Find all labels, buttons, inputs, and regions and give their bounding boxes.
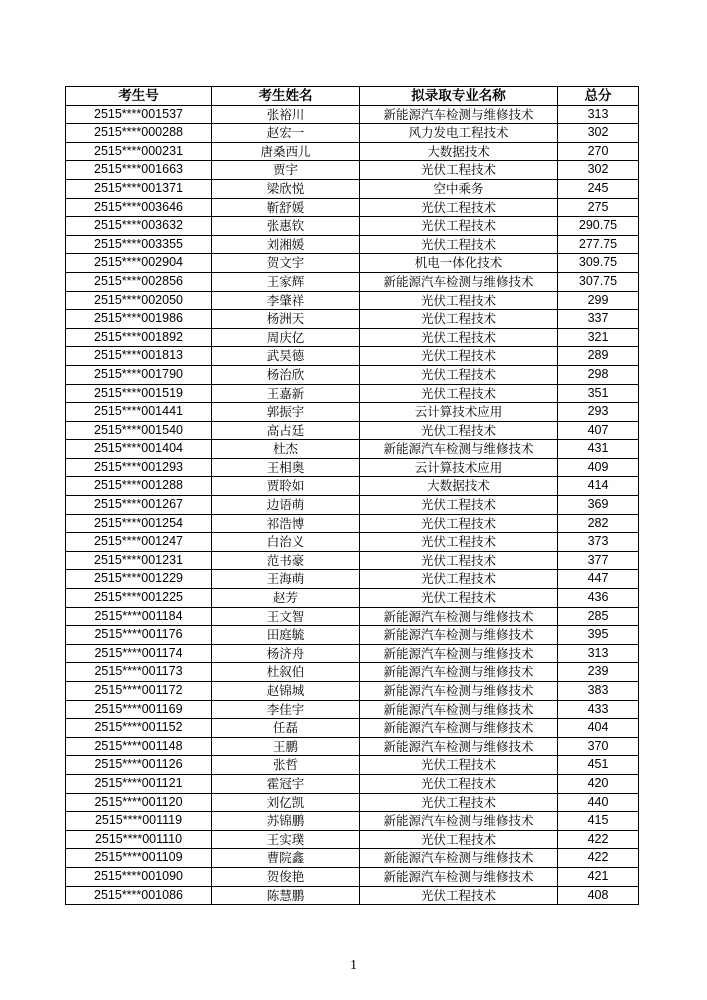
table-row (66, 700, 639, 719)
total-score-cell: 290.75 (558, 217, 639, 236)
table-row (66, 533, 639, 552)
major-cell: 新能源汽车检测与维修技术 (360, 867, 558, 886)
candidate-name-cell: 王家辉 (212, 272, 360, 291)
candidate-name-cell: 张裕川 (212, 105, 360, 124)
major-cell: 光伏工程技术 (360, 161, 558, 180)
table-row (66, 179, 639, 198)
header-major: 拟录取专业名称 (360, 87, 558, 106)
candidate-name-cell: 赵锦城 (212, 682, 360, 701)
total-score-cell: 415 (558, 812, 639, 831)
candidate-id-cell: 2515****001184 (66, 607, 212, 626)
table-row (66, 384, 639, 403)
header-candidate-name: 考生姓名 (212, 87, 360, 106)
table-row (66, 774, 639, 793)
candidate-name-cell: 王嘉新 (212, 384, 360, 403)
major-cell: 光伏工程技术 (360, 496, 558, 515)
table-row (66, 886, 639, 905)
total-score-cell: 422 (558, 830, 639, 849)
candidate-id-cell: 2515****000288 (66, 124, 212, 143)
total-score-cell: 433 (558, 700, 639, 719)
candidate-name-cell: 杨洲天 (212, 310, 360, 329)
table-row (66, 198, 639, 217)
table-body (66, 105, 639, 905)
candidate-name-cell: 贾聆如 (212, 477, 360, 496)
table-row (66, 291, 639, 310)
table-row (66, 756, 639, 775)
candidate-id-cell: 2515****001090 (66, 867, 212, 886)
total-score-cell: 414 (558, 477, 639, 496)
candidate-id-cell: 2515****001254 (66, 514, 212, 533)
major-cell: 新能源汽车检测与维修技术 (360, 700, 558, 719)
total-score-cell: 302 (558, 161, 639, 180)
major-cell: 光伏工程技术 (360, 328, 558, 347)
total-score-cell: 302 (558, 124, 639, 143)
total-score-cell: 289 (558, 347, 639, 366)
total-score-cell: 409 (558, 458, 639, 477)
total-score-cell: 451 (558, 756, 639, 775)
candidate-id-cell: 2515****001267 (66, 496, 212, 515)
candidate-id-cell: 2515****001148 (66, 737, 212, 756)
candidate-id-cell: 2515****001288 (66, 477, 212, 496)
candidate-id-cell: 2515****001540 (66, 421, 212, 440)
candidate-name-cell: 刘亿凯 (212, 793, 360, 812)
total-score-cell: 422 (558, 849, 639, 868)
header-candidate-id: 考生号 (66, 87, 212, 106)
candidate-id-cell: 2515****001225 (66, 589, 212, 608)
table-row (66, 737, 639, 756)
major-cell: 光伏工程技术 (360, 886, 558, 905)
candidate-name-cell: 郭振宇 (212, 403, 360, 422)
candidate-name-cell: 王海萌 (212, 570, 360, 589)
candidate-name-cell: 武昊德 (212, 347, 360, 366)
candidate-id-cell: 2515****003632 (66, 217, 212, 236)
total-score-cell: 270 (558, 142, 639, 161)
candidate-name-cell: 贺文宇 (212, 254, 360, 273)
table-row (66, 328, 639, 347)
table-row (66, 217, 639, 236)
major-cell: 光伏工程技术 (360, 589, 558, 608)
table-row (66, 347, 639, 366)
candidate-name-cell: 赵宏一 (212, 124, 360, 143)
total-score-cell: 440 (558, 793, 639, 812)
candidate-id-cell: 2515****001986 (66, 310, 212, 329)
candidate-id-cell: 2515****001229 (66, 570, 212, 589)
total-score-cell: 313 (558, 105, 639, 124)
candidate-id-cell: 2515****002856 (66, 272, 212, 291)
total-score-cell: 299 (558, 291, 639, 310)
total-score-cell: 277.75 (558, 235, 639, 254)
total-score-cell: 293 (558, 403, 639, 422)
table-row (66, 272, 639, 291)
candidate-name-cell: 曹院鑫 (212, 849, 360, 868)
candidate-name-cell: 刘湘媛 (212, 235, 360, 254)
major-cell: 光伏工程技术 (360, 774, 558, 793)
table-row (66, 551, 639, 570)
major-cell: 风力发电工程技术 (360, 124, 558, 143)
major-cell: 光伏工程技术 (360, 570, 558, 589)
candidate-name-cell: 陈慧鹏 (212, 886, 360, 905)
candidate-id-cell: 2515****001663 (66, 161, 212, 180)
candidate-id-cell: 2515****001169 (66, 700, 212, 719)
candidate-name-cell: 杜杰 (212, 440, 360, 459)
major-cell: 新能源汽车检测与维修技术 (360, 682, 558, 701)
candidate-name-cell: 苏锦鹏 (212, 812, 360, 831)
total-score-cell: 298 (558, 365, 639, 384)
candidate-id-cell: 2515****001152 (66, 719, 212, 738)
table-row (66, 514, 639, 533)
major-cell: 机电一体化技术 (360, 254, 558, 273)
total-score-cell: 436 (558, 589, 639, 608)
candidate-name-cell: 周庆亿 (212, 328, 360, 347)
major-cell: 新能源汽车检测与维修技术 (360, 644, 558, 663)
candidate-id-cell: 2515****001176 (66, 626, 212, 645)
table-row (66, 830, 639, 849)
header-total-score: 总分 (558, 87, 639, 106)
admission-table-container (65, 86, 638, 905)
candidate-name-cell: 霍冠宇 (212, 774, 360, 793)
candidate-id-cell: 2515****001404 (66, 440, 212, 459)
total-score-cell: 307.75 (558, 272, 639, 291)
major-cell: 新能源汽车检测与维修技术 (360, 626, 558, 645)
candidate-name-cell: 杜叙伯 (212, 663, 360, 682)
table-row (66, 719, 639, 738)
major-cell: 光伏工程技术 (360, 533, 558, 552)
candidate-name-cell: 杨济舟 (212, 644, 360, 663)
major-cell: 新能源汽车检测与维修技术 (360, 849, 558, 868)
candidate-id-cell: 2515****003355 (66, 235, 212, 254)
table-header-row (66, 87, 639, 106)
table-row (66, 105, 639, 124)
candidate-name-cell: 李肇祥 (212, 291, 360, 310)
table-row (66, 849, 639, 868)
table-row (66, 644, 639, 663)
table-row (66, 867, 639, 886)
total-score-cell: 383 (558, 682, 639, 701)
page-number: 1 (350, 958, 357, 973)
candidate-id-cell: 2515****001119 (66, 812, 212, 831)
table-row (66, 812, 639, 831)
major-cell: 新能源汽车检测与维修技术 (360, 272, 558, 291)
total-score-cell: 351 (558, 384, 639, 403)
major-cell: 光伏工程技术 (360, 514, 558, 533)
major-cell: 光伏工程技术 (360, 235, 558, 254)
candidate-name-cell: 赵芳 (212, 589, 360, 608)
total-score-cell: 275 (558, 198, 639, 217)
major-cell: 光伏工程技术 (360, 384, 558, 403)
table-row (66, 477, 639, 496)
major-cell: 光伏工程技术 (360, 793, 558, 812)
table-row (66, 310, 639, 329)
candidate-name-cell: 王实璞 (212, 830, 360, 849)
table-row (66, 365, 639, 384)
candidate-id-cell: 2515****001120 (66, 793, 212, 812)
candidate-id-cell: 2515****003646 (66, 198, 212, 217)
candidate-name-cell: 任磊 (212, 719, 360, 738)
major-cell: 新能源汽车检测与维修技术 (360, 719, 558, 738)
major-cell: 新能源汽车检测与维修技术 (360, 607, 558, 626)
total-score-cell: 373 (558, 533, 639, 552)
total-score-cell: 309.75 (558, 254, 639, 273)
candidate-id-cell: 2515****001126 (66, 756, 212, 775)
candidate-name-cell: 祁浩博 (212, 514, 360, 533)
total-score-cell: 404 (558, 719, 639, 738)
candidate-id-cell: 2515****001441 (66, 403, 212, 422)
major-cell: 新能源汽车检测与维修技术 (360, 737, 558, 756)
total-score-cell: 447 (558, 570, 639, 589)
major-cell: 光伏工程技术 (360, 551, 558, 570)
table-row (66, 403, 639, 422)
total-score-cell: 408 (558, 886, 639, 905)
table-row (66, 607, 639, 626)
candidate-id-cell: 2515****001172 (66, 682, 212, 701)
candidate-name-cell: 贺俊艳 (212, 867, 360, 886)
major-cell: 大数据技术 (360, 142, 558, 161)
major-cell: 云计算技术应用 (360, 403, 558, 422)
total-score-cell: 420 (558, 774, 639, 793)
major-cell: 新能源汽车检测与维修技术 (360, 440, 558, 459)
candidate-name-cell: 靳舒媛 (212, 198, 360, 217)
candidate-id-cell: 2515****001790 (66, 365, 212, 384)
admission-table (65, 86, 639, 905)
candidate-name-cell: 杨治欣 (212, 365, 360, 384)
candidate-id-cell: 2515****001247 (66, 533, 212, 552)
candidate-id-cell: 2515****002050 (66, 291, 212, 310)
total-score-cell: 407 (558, 421, 639, 440)
candidate-name-cell: 张哲 (212, 756, 360, 775)
major-cell: 光伏工程技术 (360, 217, 558, 236)
candidate-id-cell: 2515****001110 (66, 830, 212, 849)
table-row (66, 124, 639, 143)
table-row (66, 589, 639, 608)
total-score-cell: 321 (558, 328, 639, 347)
table-row (66, 496, 639, 515)
major-cell: 新能源汽车检测与维修技术 (360, 812, 558, 831)
candidate-name-cell: 边语萌 (212, 496, 360, 515)
total-score-cell: 313 (558, 644, 639, 663)
candidate-id-cell: 2515****001519 (66, 384, 212, 403)
major-cell: 云计算技术应用 (360, 458, 558, 477)
table-row (66, 440, 639, 459)
candidate-name-cell: 白治义 (212, 533, 360, 552)
total-score-cell: 370 (558, 737, 639, 756)
total-score-cell: 282 (558, 514, 639, 533)
major-cell: 光伏工程技术 (360, 347, 558, 366)
table-row (66, 254, 639, 273)
total-score-cell: 431 (558, 440, 639, 459)
candidate-name-cell: 王文智 (212, 607, 360, 626)
total-score-cell: 395 (558, 626, 639, 645)
candidate-name-cell: 梁欣悦 (212, 179, 360, 198)
candidate-id-cell: 2515****001293 (66, 458, 212, 477)
candidate-id-cell: 2515****001371 (66, 179, 212, 198)
table-row (66, 458, 639, 477)
candidate-name-cell: 李佳宇 (212, 700, 360, 719)
candidate-name-cell: 贾宇 (212, 161, 360, 180)
table-row (66, 682, 639, 701)
candidate-id-cell: 2515****001121 (66, 774, 212, 793)
candidate-id-cell: 2515****001892 (66, 328, 212, 347)
total-score-cell: 337 (558, 310, 639, 329)
candidate-name-cell: 高占廷 (212, 421, 360, 440)
major-cell: 光伏工程技术 (360, 365, 558, 384)
table-row (66, 626, 639, 645)
total-score-cell: 239 (558, 663, 639, 682)
candidate-name-cell: 范书豪 (212, 551, 360, 570)
candidate-id-cell: 2515****001174 (66, 644, 212, 663)
candidate-id-cell: 2515****001173 (66, 663, 212, 682)
candidate-id-cell: 2515****001109 (66, 849, 212, 868)
major-cell: 大数据技术 (360, 477, 558, 496)
candidate-name-cell: 王鹏 (212, 737, 360, 756)
table-row (66, 793, 639, 812)
candidate-id-cell: 2515****001537 (66, 105, 212, 124)
table-row (66, 161, 639, 180)
table-row (66, 570, 639, 589)
candidate-id-cell: 2515****001813 (66, 347, 212, 366)
table-row (66, 235, 639, 254)
major-cell: 光伏工程技术 (360, 198, 558, 217)
major-cell: 新能源汽车检测与维修技术 (360, 105, 558, 124)
table-row (66, 142, 639, 161)
major-cell: 空中乘务 (360, 179, 558, 198)
candidate-id-cell: 2515****001086 (66, 886, 212, 905)
total-score-cell: 377 (558, 551, 639, 570)
candidate-id-cell: 2515****002904 (66, 254, 212, 273)
candidate-name-cell: 张惠钦 (212, 217, 360, 236)
major-cell: 光伏工程技术 (360, 830, 558, 849)
table-row (66, 663, 639, 682)
candidate-name-cell: 唐桑西儿 (212, 142, 360, 161)
candidate-id-cell: 2515****000231 (66, 142, 212, 161)
major-cell: 新能源汽车检测与维修技术 (360, 663, 558, 682)
candidate-name-cell: 田庭毓 (212, 626, 360, 645)
total-score-cell: 421 (558, 867, 639, 886)
major-cell: 光伏工程技术 (360, 421, 558, 440)
major-cell: 光伏工程技术 (360, 291, 558, 310)
total-score-cell: 245 (558, 179, 639, 198)
candidate-name-cell: 王相奥 (212, 458, 360, 477)
total-score-cell: 369 (558, 496, 639, 515)
table-row (66, 421, 639, 440)
table-header (66, 87, 639, 106)
total-score-cell: 285 (558, 607, 639, 626)
major-cell: 光伏工程技术 (360, 756, 558, 775)
candidate-id-cell: 2515****001231 (66, 551, 212, 570)
major-cell: 光伏工程技术 (360, 310, 558, 329)
